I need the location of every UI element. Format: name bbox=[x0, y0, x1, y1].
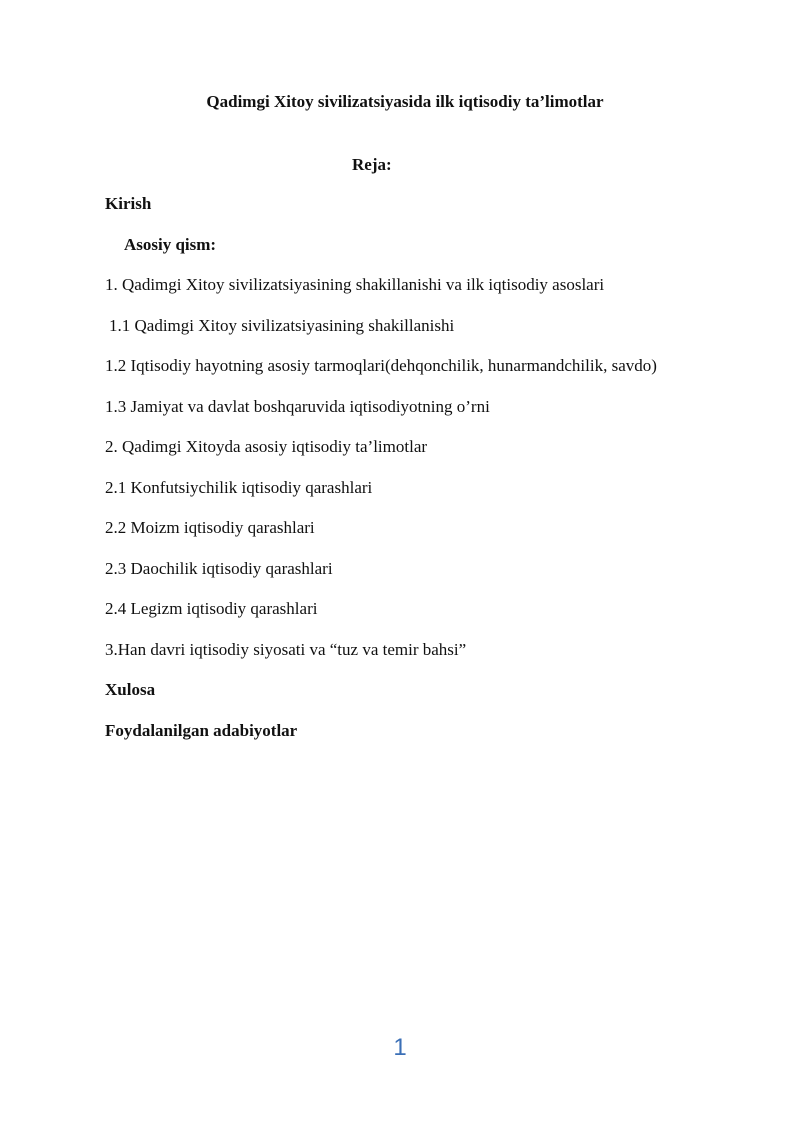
plan-item-section-1-1: 1.1 Qadimgi Xitoy sivilizatsiyasining shakillanishi bbox=[109, 315, 455, 335]
plan-item-section-2-1: 2.1 Konfutsiychilik iqtisodiy qarashlari bbox=[105, 477, 373, 497]
plan-item-main-part: Asosiy qism: bbox=[124, 234, 217, 254]
plan-heading: Reja: bbox=[352, 155, 392, 174]
plan-list bbox=[105, 192, 765, 759]
plan-item-section-2-4: 2.4 Legizm iqtisodiy qarashlari bbox=[105, 599, 318, 618]
document-title: Qadimgi Xitoy sivilizatsiyasida ilk iqtisodiy ta’limotlar bbox=[206, 92, 604, 111]
plan-item-references: Foydalanilgan adabiyotlar bbox=[105, 720, 298, 740]
plan-item-section-2: 2. Qadimgi Xitoyda asosiy iqtisodiy ta’limotlar bbox=[105, 437, 428, 456]
page-number: 1 bbox=[393, 1034, 407, 1061]
plan-item-section-1-3: 1.3 Jamiyat va davlat boshqaruvida iqtisodiyotning o’rni bbox=[105, 396, 490, 416]
plan-item-section-2-3: 2.3 Daochilik iqtisodiy qarashlari bbox=[105, 558, 333, 578]
plan-item-introduction: Kirish bbox=[105, 194, 152, 213]
plan-item-section-3: 3.Han davri iqtisodiy siyosati va “tuz va temir bahsi” bbox=[105, 639, 467, 659]
plan-item-section-1-2: 1.2 Iqtisodiy hayotning asosiy tarmoqlari(dehqonchilik, hunarmandchilik, savdo) bbox=[105, 356, 657, 375]
plan-item-conclusion: Xulosa bbox=[105, 680, 156, 699]
plan-item-section-2-2: 2.2 Moizm iqtisodiy qarashlari bbox=[105, 518, 315, 537]
plan-item-section-1: 1. Qadimgi Xitoy sivilizatsiyasining shakillanishi va ilk iqtisodiy asoslari bbox=[105, 275, 605, 294]
